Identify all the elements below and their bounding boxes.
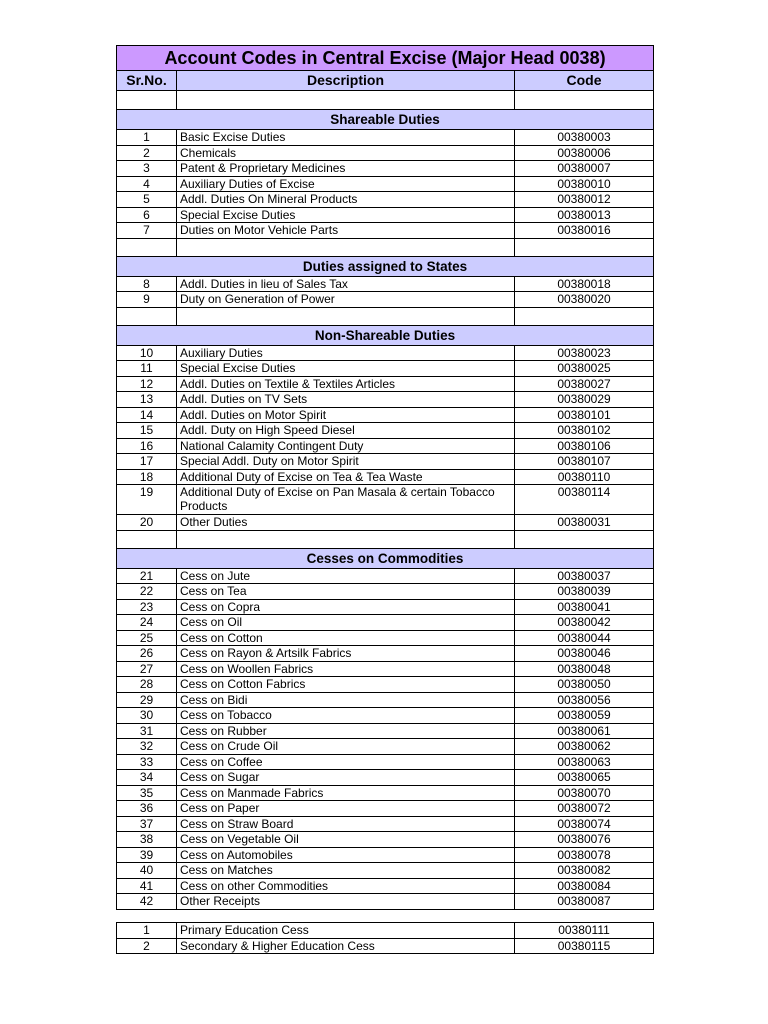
sr-no-cell: 19 (117, 485, 177, 515)
description-cell: Addl. Duties on TV Sets (177, 392, 515, 408)
description-cell: Other Receipts (177, 894, 515, 910)
table-row (117, 754, 654, 770)
section-heading: Duties assigned to States (117, 256, 654, 276)
description-cell: Cess on Straw Board (177, 816, 515, 832)
description-cell: Primary Education Cess (177, 923, 515, 939)
code-cell: 00380114 (515, 485, 654, 515)
table-row (117, 192, 654, 208)
header-srno: Sr.No. (117, 71, 177, 91)
sr-no-cell: 21 (117, 568, 177, 584)
description-cell: Auxiliary Duties (177, 345, 515, 361)
table-row (117, 739, 654, 755)
header-code: Code (515, 71, 654, 91)
sr-no-cell: 34 (117, 770, 177, 786)
description-cell: Cess on Rubber (177, 723, 515, 739)
description-cell: Addl. Duties on Motor Spirit (177, 407, 515, 423)
code-cell: 00380050 (515, 677, 654, 693)
table-row (117, 677, 654, 693)
sr-no-cell: 2 (117, 145, 177, 161)
sr-no-cell: 2 (117, 938, 177, 954)
code-cell: 00380056 (515, 692, 654, 708)
sr-no-cell: 4 (117, 176, 177, 192)
sr-no-cell: 32 (117, 739, 177, 755)
code-cell: 00380062 (515, 739, 654, 755)
table-row (117, 661, 654, 677)
code-cell: 00380025 (515, 361, 654, 377)
code-cell: 00380106 (515, 438, 654, 454)
description-cell: Cess on Rayon & Artsilk Fabrics (177, 646, 515, 662)
code-cell: 00380006 (515, 145, 654, 161)
table-row (117, 692, 654, 708)
description-cell: Cess on Cotton Fabrics (177, 677, 515, 693)
sr-no-cell: 42 (117, 894, 177, 910)
account-codes-table (116, 45, 654, 910)
table-row (117, 361, 654, 377)
table-row (117, 345, 654, 361)
sr-no-cell: 25 (117, 630, 177, 646)
section-heading-row (117, 256, 654, 276)
title-row (117, 46, 654, 71)
table-row (117, 423, 654, 439)
description-cell: Cess on Sugar (177, 770, 515, 786)
sr-no-cell: 41 (117, 878, 177, 894)
code-cell: 00380003 (515, 130, 654, 146)
description-cell: Addl. Duties in lieu of Sales Tax (177, 276, 515, 292)
code-cell: 00380074 (515, 816, 654, 832)
description-cell: Other Duties (177, 515, 515, 531)
code-cell: 00380065 (515, 770, 654, 786)
description-cell: Cess on Copra (177, 599, 515, 615)
sr-no-cell: 1 (117, 130, 177, 146)
sr-no-cell: 24 (117, 615, 177, 631)
description-cell: Special Excise Duties (177, 207, 515, 223)
code-cell: 00380013 (515, 207, 654, 223)
code-cell: 00380042 (515, 615, 654, 631)
description-cell: Cess on Vegetable Oil (177, 832, 515, 848)
description-cell: Cess on Crude Oil (177, 739, 515, 755)
code-cell: 00380018 (515, 276, 654, 292)
code-cell: 00380023 (515, 345, 654, 361)
code-cell: 00380082 (515, 863, 654, 879)
blank-row (117, 238, 654, 256)
code-cell: 00380063 (515, 754, 654, 770)
sr-no-cell: 30 (117, 708, 177, 724)
code-cell: 00380102 (515, 423, 654, 439)
sr-no-cell: 40 (117, 863, 177, 879)
sr-no-cell: 23 (117, 599, 177, 615)
section-heading-row (117, 110, 654, 130)
sr-no-cell: 18 (117, 469, 177, 485)
table-row (117, 469, 654, 485)
description-cell: Cess on Oil (177, 615, 515, 631)
code-cell: 00380037 (515, 568, 654, 584)
description-cell: Basic Excise Duties (177, 130, 515, 146)
sr-no-cell: 5 (117, 192, 177, 208)
sr-no-cell: 14 (117, 407, 177, 423)
table-row (117, 376, 654, 392)
sr-no-cell: 29 (117, 692, 177, 708)
sr-no-cell: 16 (117, 438, 177, 454)
sr-no-cell: 7 (117, 223, 177, 239)
table-row (117, 207, 654, 223)
table-row (117, 894, 654, 910)
table-row (117, 161, 654, 177)
sr-no-cell: 33 (117, 754, 177, 770)
description-cell: Cess on Tobacco (177, 708, 515, 724)
code-cell: 00380084 (515, 878, 654, 894)
code-cell: 00380072 (515, 801, 654, 817)
code-cell: 00380039 (515, 584, 654, 600)
table-row (117, 708, 654, 724)
sr-no-cell: 12 (117, 376, 177, 392)
description-cell: Cess on Tea (177, 584, 515, 600)
table-row (117, 407, 654, 423)
description-cell: Cess on Bidi (177, 692, 515, 708)
code-cell: 00380007 (515, 161, 654, 177)
table-row (117, 292, 654, 308)
sr-no-cell: 37 (117, 816, 177, 832)
sr-no-cell: 26 (117, 646, 177, 662)
sr-no-cell: 38 (117, 832, 177, 848)
description-cell: Addl. Duty on High Speed Diesel (177, 423, 515, 439)
table-row (117, 599, 654, 615)
code-cell: 00380111 (515, 923, 654, 939)
description-cell: Special Addl. Duty on Motor Spirit (177, 454, 515, 470)
sr-no-cell: 13 (117, 392, 177, 408)
code-cell: 00380041 (515, 599, 654, 615)
table-row (117, 176, 654, 192)
description-cell: Patent & Proprietary Medicines (177, 161, 515, 177)
education-cess-table (116, 922, 654, 954)
code-cell: 00380048 (515, 661, 654, 677)
description-cell: Addl. Duties on Textile & Textiles Articles (177, 376, 515, 392)
description-cell: Auxiliary Duties of Excise (177, 176, 515, 192)
table-row (117, 832, 654, 848)
table-row (117, 130, 654, 146)
table-row (117, 630, 654, 646)
table-row (117, 923, 654, 939)
sr-no-cell: 1 (117, 923, 177, 939)
blank-row (117, 530, 654, 548)
table-row (117, 723, 654, 739)
table-row (117, 785, 654, 801)
table-row (117, 646, 654, 662)
table-row (117, 276, 654, 292)
section-heading: Non-Shareable Duties (117, 325, 654, 345)
code-cell: 00380078 (515, 847, 654, 863)
section-heading-row (117, 325, 654, 345)
code-cell: 00380101 (515, 407, 654, 423)
code-cell: 00380046 (515, 646, 654, 662)
code-cell: 00380010 (515, 176, 654, 192)
table-row (117, 878, 654, 894)
sr-no-cell: 17 (117, 454, 177, 470)
description-cell: Cess on Jute (177, 568, 515, 584)
table-row (117, 392, 654, 408)
section-heading-row (117, 548, 654, 568)
sr-no-cell: 3 (117, 161, 177, 177)
description-cell: Cess on Woollen Fabrics (177, 661, 515, 677)
sr-no-cell: 28 (117, 677, 177, 693)
table-row (117, 568, 654, 584)
sr-no-cell: 31 (117, 723, 177, 739)
code-cell: 00380029 (515, 392, 654, 408)
sr-no-cell: 36 (117, 801, 177, 817)
description-cell: Duties on Motor Vehicle Parts (177, 223, 515, 239)
code-cell: 00380027 (515, 376, 654, 392)
sr-no-cell: 15 (117, 423, 177, 439)
code-cell: 00380115 (515, 938, 654, 954)
description-cell: Additional Duty of Excise on Tea & Tea Waste (177, 469, 515, 485)
sr-no-cell: 6 (117, 207, 177, 223)
sr-no-cell: 27 (117, 661, 177, 677)
description-cell: Cess on Cotton (177, 630, 515, 646)
description-cell: Cess on Automobiles (177, 847, 515, 863)
table-row (117, 847, 654, 863)
code-cell: 00380087 (515, 894, 654, 910)
table-row (117, 584, 654, 600)
description-cell: Special Excise Duties (177, 361, 515, 377)
table-row (117, 485, 654, 515)
column-header-row (117, 71, 654, 91)
blank-row (117, 307, 654, 325)
code-cell: 00380076 (515, 832, 654, 848)
table-row (117, 223, 654, 239)
sr-no-cell: 39 (117, 847, 177, 863)
description-cell: Cess on Paper (177, 801, 515, 817)
sr-no-cell: 20 (117, 515, 177, 531)
code-cell: 00380020 (515, 292, 654, 308)
code-cell: 00380059 (515, 708, 654, 724)
sr-no-cell: 11 (117, 361, 177, 377)
table-row (117, 770, 654, 786)
description-cell: Chemicals (177, 145, 515, 161)
table-row (117, 438, 654, 454)
table-row (117, 816, 654, 832)
table-row (117, 801, 654, 817)
blank-row (117, 91, 654, 110)
code-cell: 00380107 (515, 454, 654, 470)
description-cell: Cess on Matches (177, 863, 515, 879)
table-row (117, 454, 654, 470)
table-row (117, 863, 654, 879)
sr-no-cell: 8 (117, 276, 177, 292)
sr-no-cell: 9 (117, 292, 177, 308)
description-cell: Cess on Manmade Fabrics (177, 785, 515, 801)
sr-no-cell: 35 (117, 785, 177, 801)
table-row (117, 145, 654, 161)
description-cell: Duty on Generation of Power (177, 292, 515, 308)
code-cell: 00380016 (515, 223, 654, 239)
description-cell: National Calamity Contingent Duty (177, 438, 515, 454)
description-cell: Cess on other Commodities (177, 878, 515, 894)
code-cell: 00380044 (515, 630, 654, 646)
code-cell: 00380012 (515, 192, 654, 208)
description-cell: Additional Duty of Excise on Pan Masala & certain Tobacco Products (177, 485, 515, 515)
table-row (117, 615, 654, 631)
section-heading: Cesses on Commodities (117, 548, 654, 568)
description-cell: Cess on Coffee (177, 754, 515, 770)
description-cell: Secondary & Higher Education Cess (177, 938, 515, 954)
sr-no-cell: 10 (117, 345, 177, 361)
section-heading: Shareable Duties (117, 110, 654, 130)
code-cell: 00380070 (515, 785, 654, 801)
table-row (117, 515, 654, 531)
code-cell: 00380031 (515, 515, 654, 531)
table-title: Account Codes in Central Excise (Major Head 0038) (117, 46, 654, 71)
sr-no-cell: 22 (117, 584, 177, 600)
code-cell: 00380061 (515, 723, 654, 739)
description-cell: Addl. Duties On Mineral Products (177, 192, 515, 208)
header-description: Description (177, 71, 515, 91)
table-row (117, 938, 654, 954)
code-cell: 00380110 (515, 469, 654, 485)
